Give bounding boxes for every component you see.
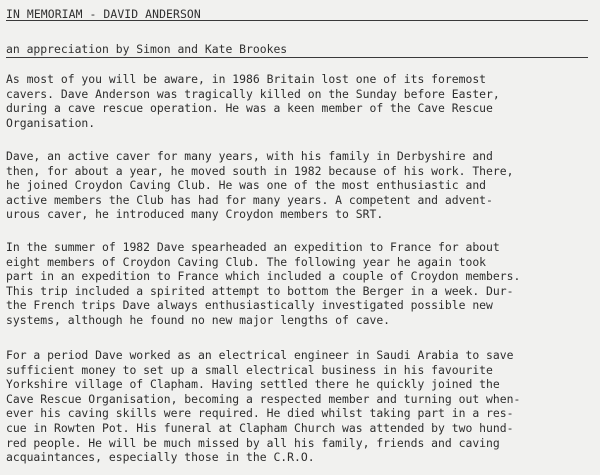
paragraph-1: As most of you will be aware, in 1986 Britain lost one of its foremost cavers. Dave Anderson was tragically killed on the Sunday before Easter, during a cave rescue operation. He was a keen member of the Cave Rescue Organisation. — [6, 72, 500, 130]
title-underline — [6, 20, 588, 21]
paragraph-3: In the summer of 1982 Dave spearheaded an expedition to France for about eight members of Croydon Caving Club. The following year he again took part in an expedition to France which included a couple of Croydon members. This trip included a spirited attempt to bottom the Berger in a week. Dur- the French trips Dave always enthusiastically investigated possible new systems, although he found no new major lengths of cave. — [6, 240, 521, 327]
page-title: IN MEMORIAM - DAVID ANDERSON — [6, 7, 201, 21]
byline-underline — [6, 57, 588, 58]
paragraph-4: For a period Dave worked as an electrical engineer in Saudi Arabia to save sufficient money to set up a small electrical business in his favourite Yorkshire village of Clapham. Having settled there he quickly joined the Cave Rescue Organisation, becoming a respected member and turning out when- ever his caving skills were required. He died whilst taking part in a res- cue in Rowten Pot. His funeral at Clapham Church was attended by two hund- red people. He will be much missed by all his family, friends and caving acquaintances, especially those in the C.R.O. — [6, 348, 521, 465]
byline: an appreciation by Simon and Kate Brookes — [6, 42, 288, 56]
paragraph-2: Dave, an active caver for many years, with his family in Derbyshire and then, for about a year, he moved south in 1982 because of his work. There, he joined Croydon Caving Club. He was one of the most enthusiastic and active members the Club has had for many years. A competent and advent- urous caver, he introduced many Croydon members to SRT. — [6, 149, 514, 222]
